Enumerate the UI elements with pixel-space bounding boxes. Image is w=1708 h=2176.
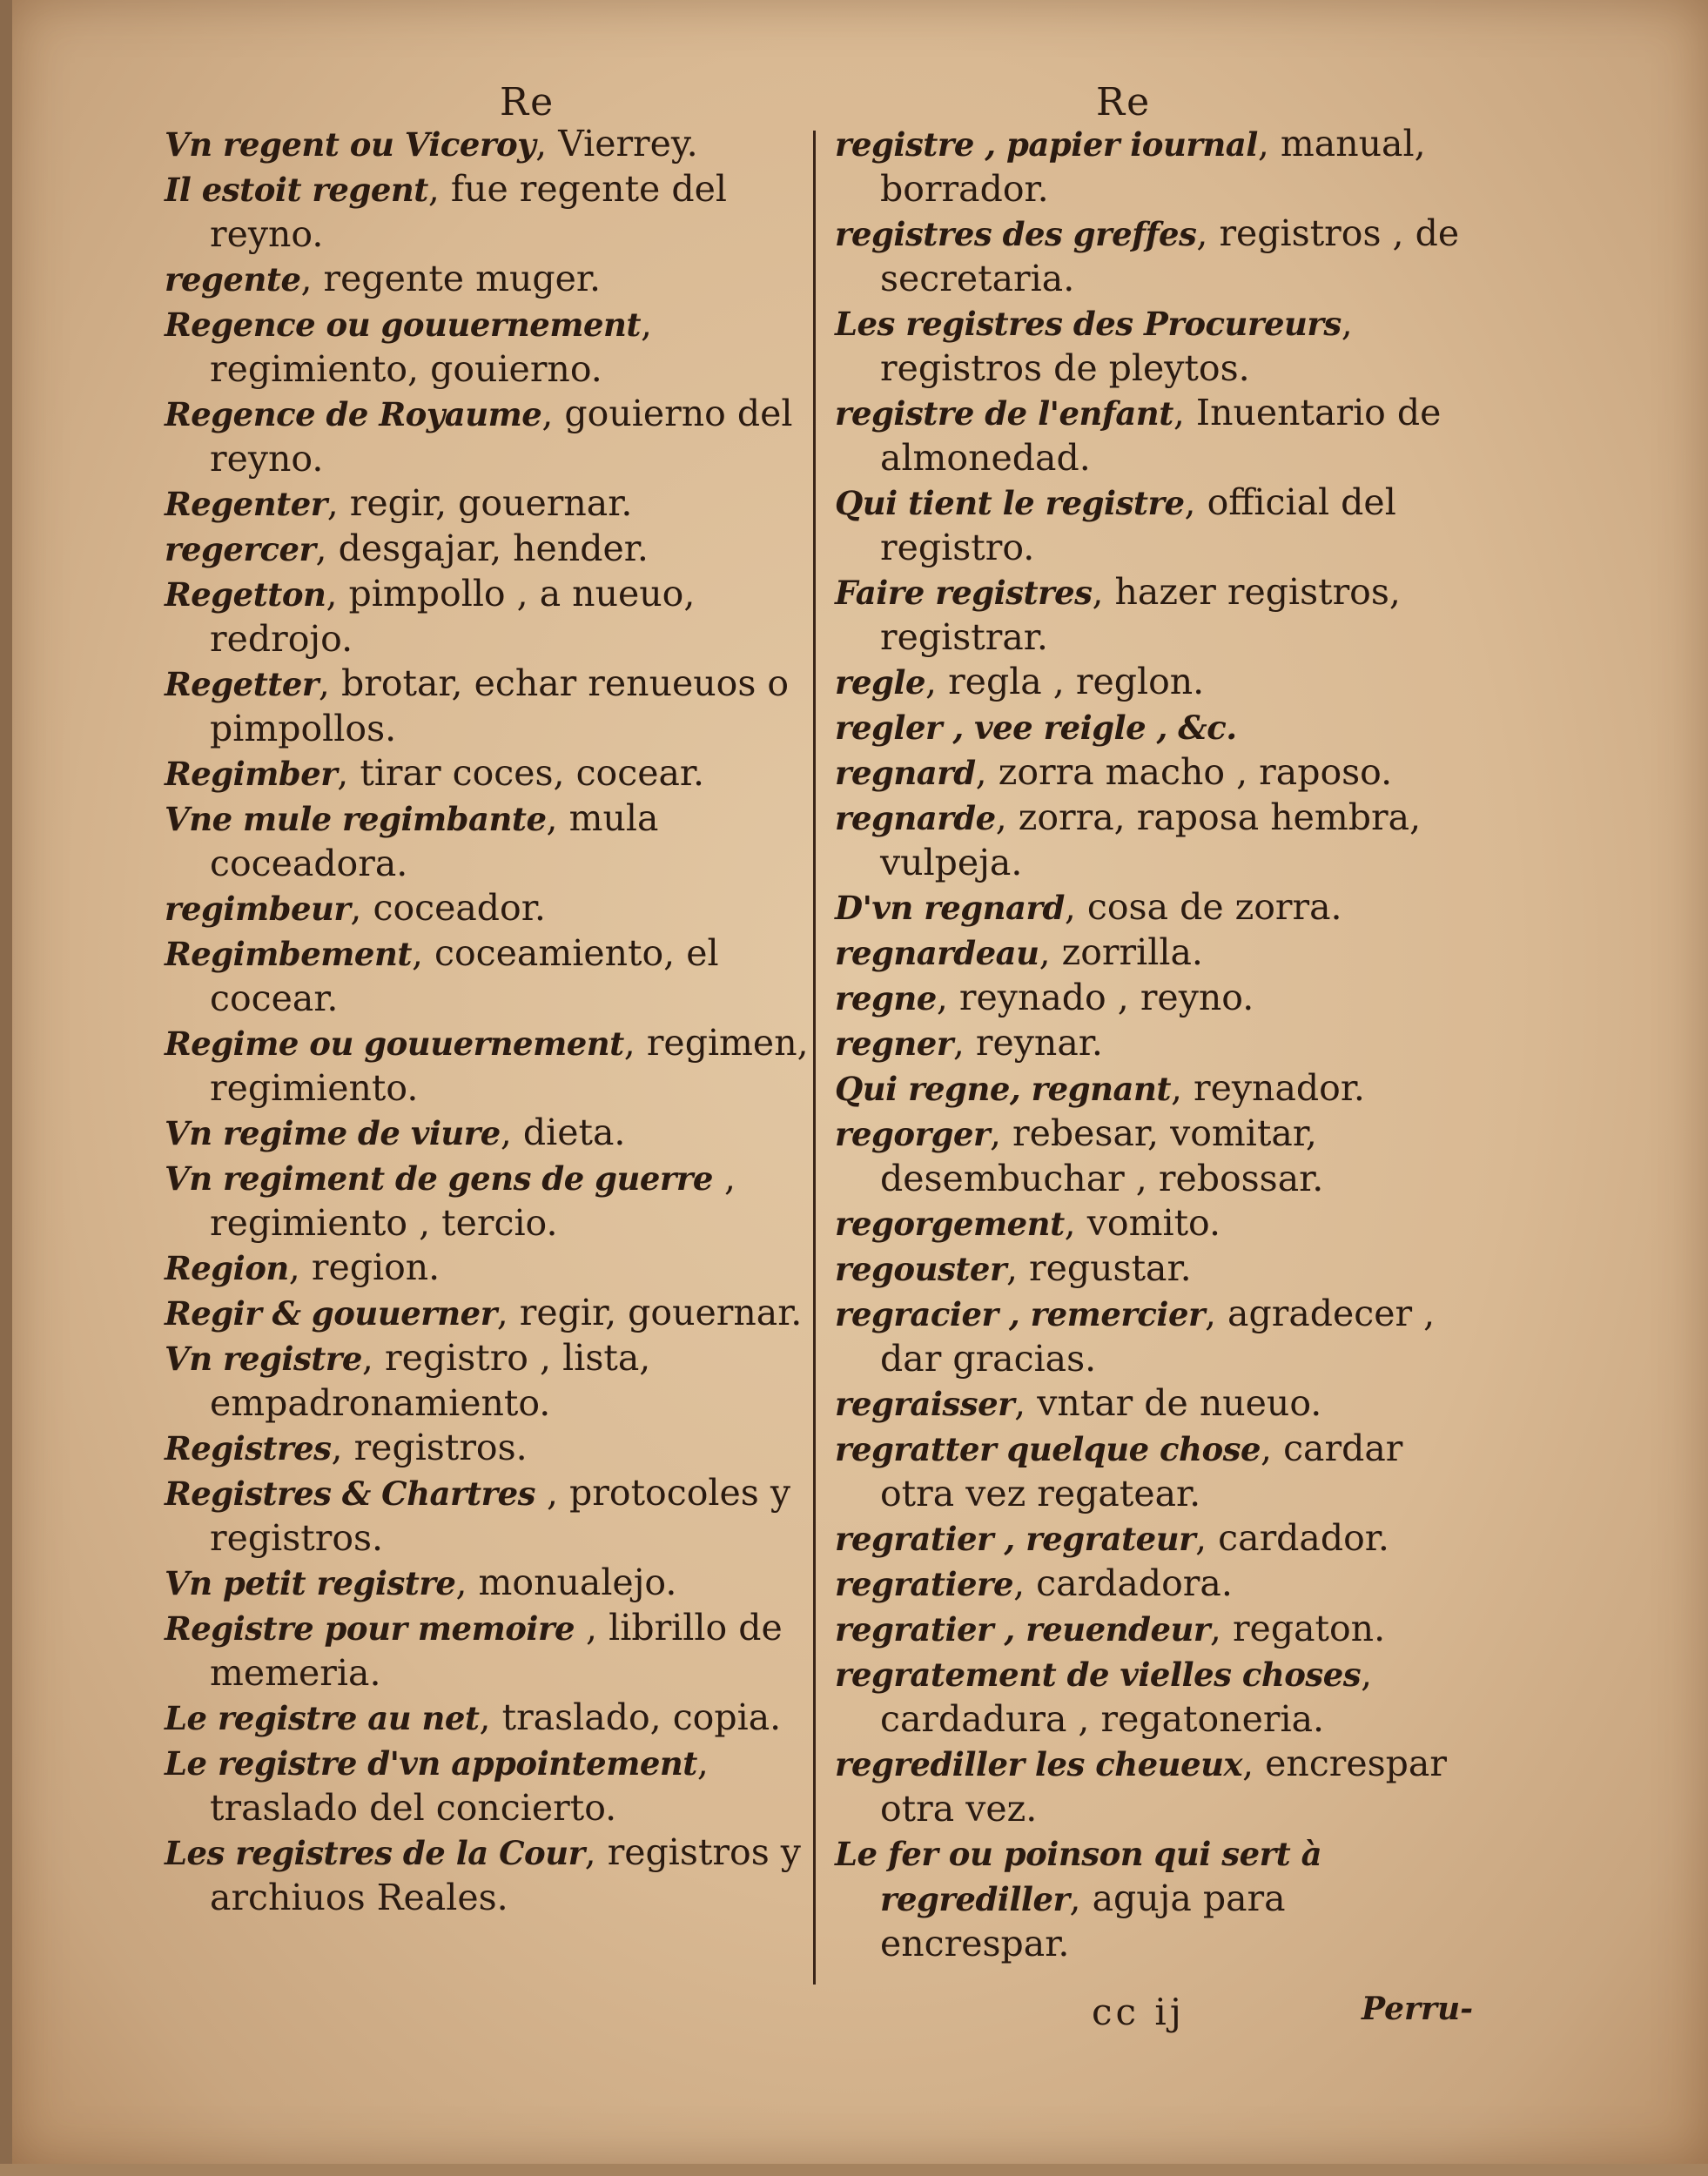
dictionary-entry (835, 1201, 1462, 1246)
headword: regorgement (835, 1205, 1065, 1243)
dictionary-entry (835, 391, 1462, 480)
headword: Il estoit regent (165, 171, 428, 209)
headword: Region (165, 1249, 289, 1287)
dictionary-entry (835, 930, 1462, 976)
headword: regente (165, 260, 301, 299)
translation: , reynar. (952, 1022, 1103, 1064)
translation: , traslado, copia. (479, 1696, 782, 1738)
dictionary-entry (165, 1336, 809, 1426)
translation: , Inuentario de almonedad. (880, 392, 1442, 479)
translation: , encrespar otra vez. (880, 1743, 1447, 1830)
headword: Le registre d'vn appointement (165, 1744, 697, 1783)
dictionary-entry (835, 1427, 1462, 1516)
translation: , tirar coces, cocear. (337, 752, 705, 794)
headword: Registres & Chartres (165, 1474, 535, 1513)
headword: Regence de Royaume (165, 395, 542, 433)
translation: , regimen, regimiento. (210, 1022, 809, 1109)
headword: regracier , remercier (835, 1295, 1205, 1333)
translation: , pimpollo , a nueuo, redrojo. (210, 573, 696, 660)
headword: Vn regent ou Viceroy (165, 125, 536, 164)
dictionary-entry (165, 1246, 809, 1291)
dictionary-entry (835, 1607, 1462, 1652)
headword: regner (835, 1024, 953, 1063)
translation: , reynador. (1170, 1067, 1365, 1109)
dictionary-entry (835, 480, 1462, 570)
translation: , zorra, raposa hembra, vulpeja. (880, 796, 1422, 883)
headword: regle (835, 663, 926, 702)
headword: Le fer ou poinson qui sert à regrediller (835, 1835, 1322, 1918)
translation: , regla , reglon. (925, 661, 1205, 702)
book-page (12, 0, 1708, 2164)
dictionary-entry (165, 481, 809, 527)
translation: , manual, borrador. (880, 123, 1426, 210)
signature-mark: cc ij (1092, 1991, 1185, 2033)
translation: , cardador. (1195, 1517, 1389, 1559)
page-edge-bottom (0, 2164, 1708, 2176)
headword: registres des greffes (835, 215, 1197, 253)
translation: , regente muger. (300, 258, 602, 299)
dictionary-entry (835, 301, 1462, 391)
headword: Vn registre (165, 1340, 362, 1378)
translation: , zorra macho , raposo. (975, 751, 1393, 793)
translation: , desgajar, hender. (315, 527, 649, 569)
translation: , reynado , reyno. (936, 977, 1254, 1018)
headword: regercer (165, 530, 316, 568)
dictionary-entry (835, 122, 1462, 212)
translation: , regimiento, gouierno. (210, 303, 653, 390)
translation: , cardadora. (1013, 1562, 1233, 1604)
headword: regouster (835, 1250, 1006, 1288)
translation: , coceador. (350, 887, 546, 929)
dictionary-entry (835, 1831, 1462, 1966)
headword: Registre pour memoire (165, 1609, 575, 1648)
dictionary-entry (835, 1516, 1462, 1561)
translation: , Vierrey. (535, 123, 698, 165)
page-edge-left (0, 0, 12, 2176)
headword: regnardeau (835, 934, 1039, 972)
dictionary-entry (165, 1111, 809, 1156)
dictionary-entry (835, 212, 1462, 301)
headword: regorger (835, 1115, 990, 1153)
dictionary-entry (165, 1561, 809, 1606)
running-head-left: Re (500, 80, 555, 124)
dictionary-entry (835, 1652, 1462, 1742)
headword: Vn petit registre (165, 1564, 456, 1602)
dictionary-entry (165, 1156, 809, 1246)
translation: , regimiento , tercio. (210, 1157, 736, 1244)
headword: registre de l'enfant (835, 394, 1173, 433)
dictionary-entry (165, 1021, 809, 1111)
translation: , agradecer , dar gracias. (880, 1293, 1436, 1380)
dictionary-entry (165, 796, 809, 886)
headword: D'vn regnard (835, 889, 1065, 927)
catchword: Perru- (1362, 1991, 1474, 2027)
dictionary-entry (835, 885, 1462, 930)
headword: Faire registres (835, 574, 1093, 612)
headword: regler , vee reigle , &c. (835, 709, 1237, 747)
translation: , regaton. (1209, 1608, 1386, 1649)
headword: regratier , regrateur (835, 1520, 1196, 1558)
dictionary-entry (835, 705, 1462, 750)
headword: Vn regime de viure (165, 1114, 501, 1152)
right-column (835, 122, 1462, 1966)
translation: , region. (288, 1246, 440, 1288)
translation: , registro , lista, empadronamiento. (210, 1337, 651, 1424)
dictionary-entry (835, 1292, 1462, 1381)
running-head-right: Re (1096, 80, 1152, 124)
dictionary-entry (835, 1381, 1462, 1427)
dictionary-entry (165, 1291, 809, 1336)
headword: regratiere (835, 1565, 1014, 1603)
headword: Regetter (165, 665, 319, 703)
headword: regrediller les cheueux (835, 1745, 1243, 1783)
dictionary-entry (165, 931, 809, 1021)
dictionary-entry (165, 167, 809, 257)
translation: , hazer registros, registrar. (880, 571, 1401, 658)
dictionary-entry (165, 257, 809, 302)
headword: Qui regne, regnant (835, 1070, 1171, 1108)
headword: Vne mule regimbante (165, 800, 547, 838)
headword: regratement de vielles choses (835, 1656, 1362, 1694)
dictionary-entry (165, 572, 809, 662)
translation: , librillo de memeria. (210, 1607, 783, 1694)
dictionary-entry (165, 527, 809, 572)
dictionary-entry (165, 392, 809, 481)
headword: regnarde (835, 799, 996, 837)
translation: , registros. (331, 1427, 528, 1468)
headword: Regimbement (165, 935, 412, 973)
translation: , regir, gouernar. (326, 482, 633, 524)
translation: , monualejo. (455, 1561, 677, 1603)
headword: regne (835, 979, 937, 1017)
translation: , protocoles y registros. (210, 1472, 790, 1559)
translation: , rebesar, vomitar, desembuchar , rebossar. (880, 1112, 1324, 1199)
headword: regnard (835, 754, 976, 792)
dictionary-entry (835, 1246, 1462, 1292)
translation: , vntar de nueuo. (1014, 1382, 1322, 1424)
translation: , cardar otra vez regatear. (880, 1427, 1403, 1514)
dictionary-entry (165, 1830, 809, 1920)
translation: , regustar. (1005, 1247, 1192, 1289)
dictionary-entry (165, 1426, 809, 1471)
translation: , fue regente del reyno. (210, 168, 727, 255)
headword: Qui tient le registre (835, 484, 1185, 522)
translation: , zorrilla. (1039, 931, 1203, 973)
translation: , traslado del concierto. (210, 1742, 709, 1829)
translation: , official del registro. (880, 481, 1396, 568)
dictionary-entry (165, 751, 809, 796)
dictionary-entry (835, 750, 1462, 796)
translation: , registros , de secretaria. (880, 212, 1460, 299)
dictionary-entry (165, 886, 809, 931)
headword: Regenter (165, 485, 327, 523)
dictionary-entry (165, 662, 809, 751)
dictionary-entry (165, 1741, 809, 1830)
headword: regratier , reuendeur (835, 1610, 1210, 1649)
translation: , regir, gouernar. (496, 1292, 803, 1333)
headword: Regence ou gouuernement (165, 306, 642, 344)
dictionary-entry (835, 796, 1462, 885)
translation: , aguja para encrespar. (880, 1877, 1286, 1964)
dictionary-entry (835, 976, 1462, 1021)
dictionary-entry (165, 1471, 809, 1561)
headword: registre , papier iournal (835, 125, 1258, 164)
headword: Regime ou gouuernement (165, 1024, 624, 1063)
translation: , coceamiento, el cocear. (210, 932, 719, 1019)
headword: Regetton (165, 575, 326, 614)
headword: regimbeur (165, 890, 351, 928)
dictionary-entry (165, 302, 809, 392)
dictionary-entry (835, 660, 1462, 705)
headword: Regimber (165, 755, 338, 793)
dictionary-entry (835, 1066, 1462, 1112)
headword: Les registres de la Cour (165, 1834, 585, 1872)
dictionary-entry (835, 1561, 1462, 1607)
dictionary-entry (165, 1606, 809, 1696)
translation: , cardadura , regatoneria. (880, 1653, 1373, 1740)
headword: regraisser (835, 1385, 1015, 1423)
translation: , vomito. (1064, 1202, 1221, 1244)
left-column (165, 122, 809, 1920)
translation: , dieta. (500, 1112, 626, 1153)
column-divider (813, 131, 816, 1985)
headword: Vn regiment de gens de guerre (165, 1159, 713, 1198)
translation: , brotar, echar renueuos o pimpollos. (210, 662, 790, 749)
dictionary-entry (165, 1696, 809, 1741)
headword: Regir & gouuerner (165, 1294, 497, 1333)
headword: Registres (165, 1429, 332, 1467)
headword: Les registres des Procureurs (835, 305, 1342, 343)
dictionary-entry (835, 1112, 1462, 1201)
translation: , cosa de zorra. (1064, 886, 1342, 928)
dictionary-entry (835, 570, 1462, 660)
translation: , mula coceadora. (210, 797, 659, 884)
translation: , gouierno del reyno. (210, 393, 793, 480)
headword: regratter quelque chose (835, 1430, 1261, 1468)
translation: , registros de pleytos. (880, 302, 1353, 389)
headword: Le registre au net (165, 1699, 480, 1737)
dictionary-entry (835, 1021, 1462, 1066)
dictionary-entry (165, 122, 809, 167)
dictionary-entry (835, 1742, 1462, 1831)
translation: , registros y archiuos Reales. (210, 1831, 801, 1918)
